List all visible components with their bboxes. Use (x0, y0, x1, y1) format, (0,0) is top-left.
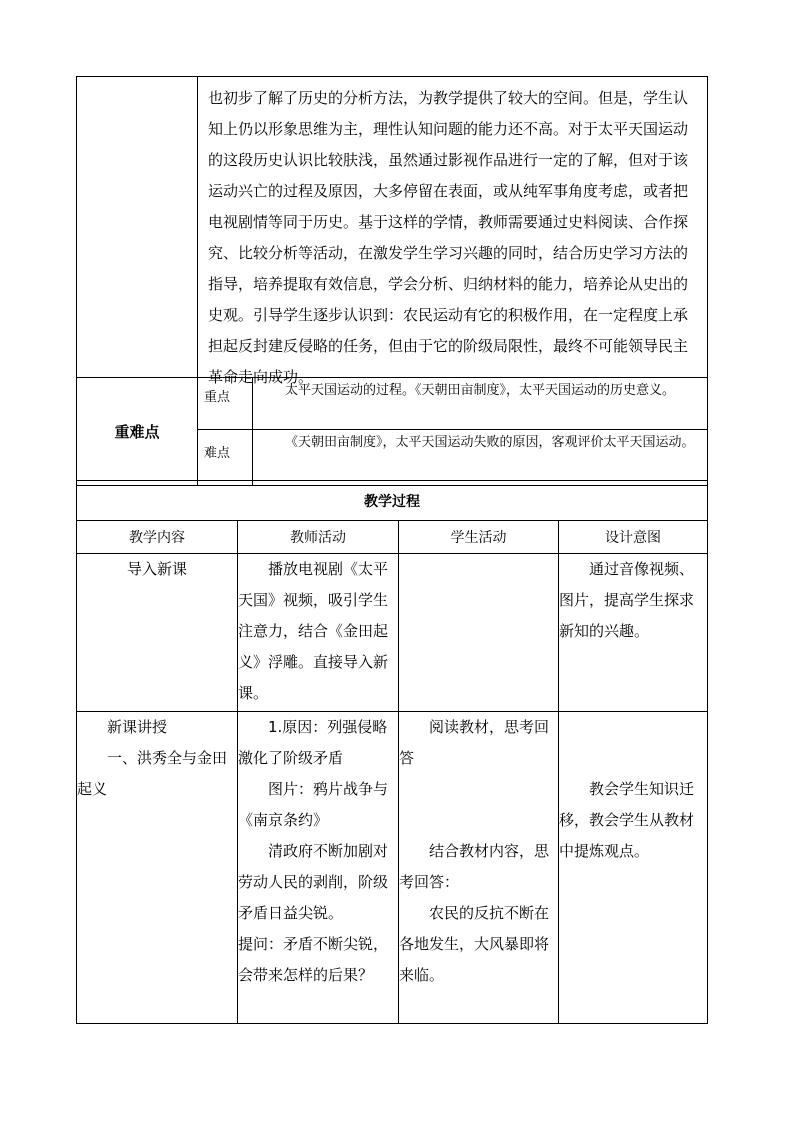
row2-intent (559, 712, 708, 1024)
analysis-text-cell (198, 77, 708, 386)
table-row (77, 712, 708, 1024)
table-row (77, 554, 708, 712)
teaching-process-table (76, 480, 708, 1024)
row2-teacher (238, 712, 399, 1024)
header-teacher: 教师活动 (238, 521, 399, 554)
key-text: 太平天国运动的过程。《天朝田亩制度》，太平天国运动的历史意义。 (253, 378, 708, 430)
row2-teacher-line2: 图片：鸦片战争与《南京条约》 (238, 780, 389, 829)
difficult-text: 《天朝田亩制度》，太平天国运动失败的原因，客观评价太平天国运动。 (253, 430, 708, 486)
key-points-label: 重难点 (77, 378, 198, 486)
header-student: 学生活动 (399, 521, 559, 554)
row1-teacher: 播放电视剧《太平天国》视频，吸引学生注意力，结合《金田起义》浮雕。直接导入新课。 (238, 554, 399, 712)
row2-content (77, 712, 238, 1024)
row2-student-line1: 阅读教材，思考回答 (399, 718, 550, 767)
analysis-paragraph: 也初步了解了历史的分析方法，为教学提供了较大的空间。但是，学生认知上仍以形象思维为主，理性认知问题的能力还不高。对于太平天国运动的这段历史认识比较肤浅，虽然通过影视作品进行一定的了解，但对于该运动兴亡的过程及原因，大多停留在表面，或从纯军事角度考虑，或者把电视剧情等同于历史。基于这样的学情，教师需要通过史料阅读、合作探究、比较分析等活动，在激发学生学习兴趣的同时，结合历史学习方法的指导，培养提取有效信息，学会分析、归纳材料的能力，培养论从史出的史观。引导学生逐步认识到：农民运动有它的积极作用，在一定程度上承担起反封建反侵略的任务，但由于它的阶级局限性，最终不可能领导民主革命走向成功。 (208, 89, 689, 386)
row1-content: 导入新课 (77, 554, 238, 712)
difficult-label: 难点 (198, 430, 253, 486)
row2-content-line2: 一、洪秀全与金田起义 (77, 749, 228, 798)
process-title: 教学过程 (77, 481, 708, 521)
row2-student-line2: 结合教材内容，思考回答： (399, 842, 550, 891)
row2-student-line3: 农民的反抗不断在各地发生，大风暴即将来临。 (399, 904, 550, 984)
analysis-label-cell (77, 77, 198, 378)
row2-teacher-line4: 提问：矛盾不断尖锐，会带来怎样的后果？ (238, 935, 389, 984)
row2-content-line1: 新课讲授 (107, 718, 168, 736)
row1-student (399, 554, 559, 712)
row2-intent-text: 教会学生知识迁移，教会学生从教材中提炼观点。 (559, 780, 695, 860)
analysis-table (76, 76, 708, 486)
row2-student (399, 712, 559, 1024)
key-label: 重点 (198, 378, 253, 430)
row1-intent: 通过音像视频、图片，提高学生探求新知的兴趣。 (559, 554, 708, 712)
row2-teacher-line1: 1.原因：列强侵略激化了阶级矛盾 (238, 718, 388, 767)
header-content: 教学内容 (77, 521, 238, 554)
header-intent: 设计意图 (559, 521, 708, 554)
row2-teacher-line3: 清政府不断加剧对劳动人民的剥削，阶级矛盾日益尖锐。 (238, 842, 389, 922)
